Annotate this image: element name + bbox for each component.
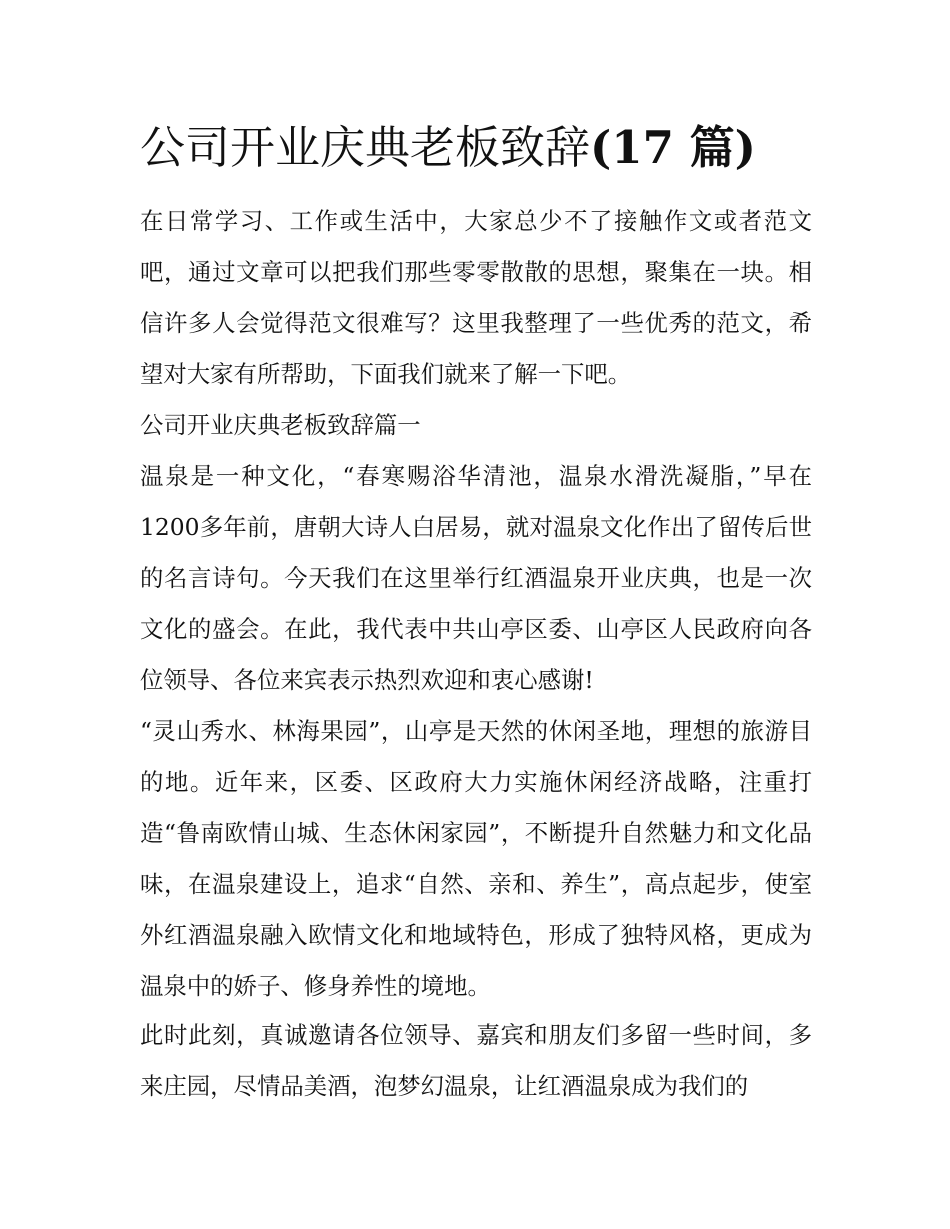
paragraph-intro: 在日常学习、工作或生活中，大家总少不了接触作文或者范文吧，通过文章可以把我们那些零零散散的思想，聚集在一块。相信许多人会觉得范文很难写？这里我整理了一些优秀的范文，希望对大家有所帮助，下面我们就来了解一下吧。 [140,207,812,388]
document-body [140,196,812,1112]
document-title [140,118,756,178]
title-count: (17 篇) [590,121,756,174]
section-heading: 公司开业庆典老板致辞篇一 [140,411,421,439]
paragraph-hot-spring-culture: 温泉是一种文化，“春寒赐浴华清池，温泉水滑洗凝脂，”早在1200多年前，唐朝大诗人白居易，就对温泉文化作出了留传后世的名言诗句。今天我们在这里举行红酒温泉开业庆典，也是一次文化的盛会。在此，我代表中共山亭区委、山亭区人民政府向各位领导、各位来宾表示热烈欢迎和衷心感谢! [140,462,812,694]
paragraph-invitation: 此时此刻，真诚邀请各位领导、嘉宾和朋友们多留一些时间，多来庄园，尽情品美酒，泡梦幻温泉，让红酒温泉成为我们的 [140,1021,812,1100]
paragraph-shanting: “灵山秀水、林海果园”，山亭是天然的休闲圣地，理想的旅游目的地。近年来，区委、区政府大力实施休闲经济战略，注重打造“鲁南欧情山城、生态休闲家园”，不断提升自然魅力和文化品味，在温泉建设上，追求“自然、亲和、养生”，高点起步，使室外红酒温泉融入欧情文化和地域特色，形成了独特风格，更成为温泉中的娇子、修身养性的境地。 [140,717,812,1000]
title-main: 公司开业庆典老板致辞 [140,121,591,174]
